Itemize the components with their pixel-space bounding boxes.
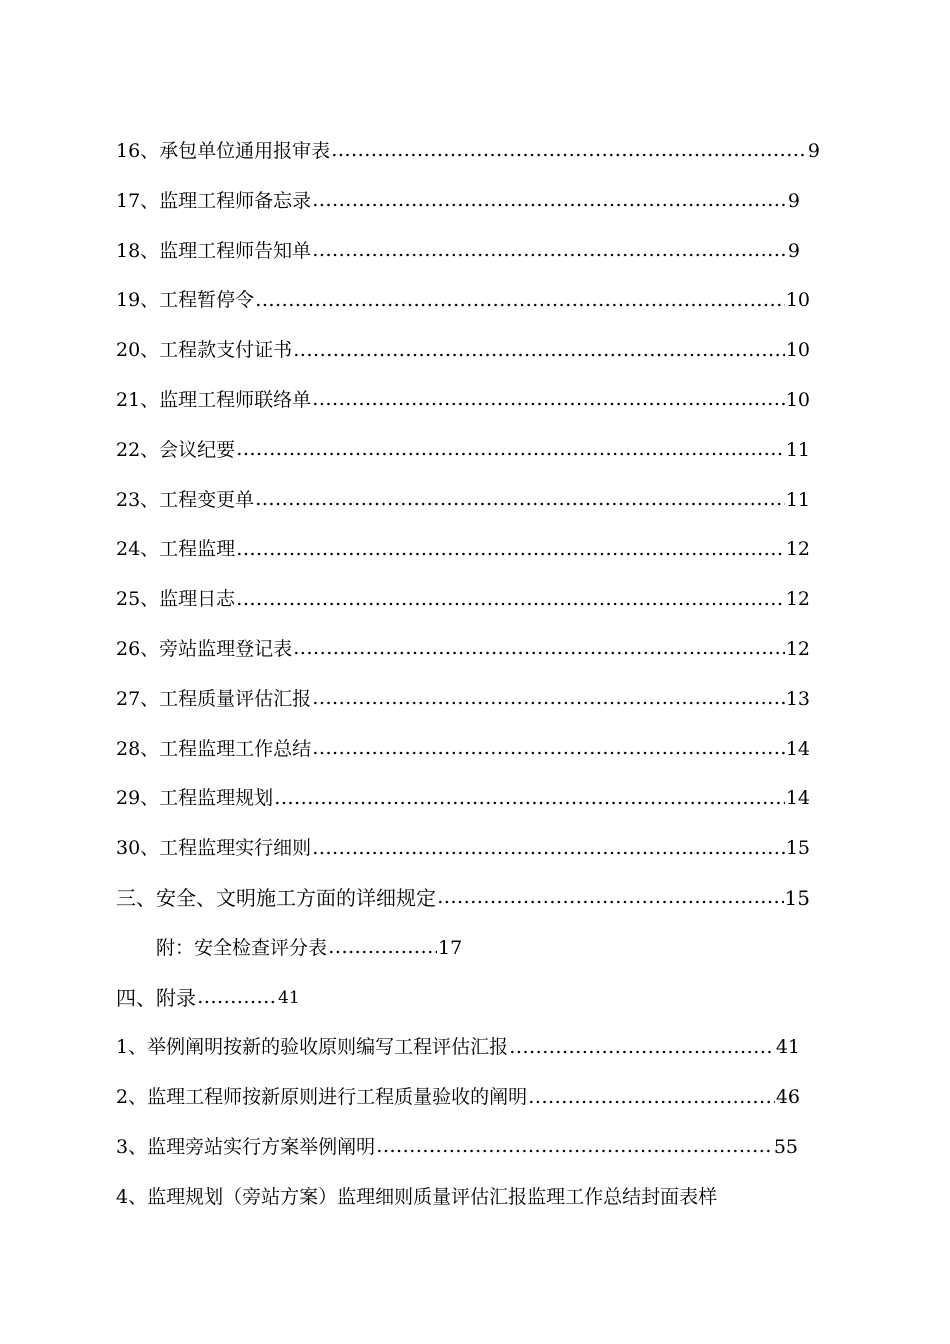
toc-entry-page: 41 bbox=[775, 1036, 800, 1059]
toc-entry[interactable] bbox=[116, 824, 810, 874]
toc-entry-page: 14 bbox=[785, 787, 810, 810]
table-of-contents bbox=[0, 127, 950, 1223]
dot-leader bbox=[509, 1023, 775, 1073]
toc-entry-title: 20、工程款支付证书 bbox=[116, 339, 293, 362]
dot-leader bbox=[236, 426, 785, 476]
dot-leader bbox=[528, 1073, 775, 1123]
dot-leader bbox=[236, 525, 785, 575]
toc-entry-page: 46 bbox=[775, 1086, 800, 1109]
toc-entry-page: 9 bbox=[787, 189, 800, 212]
dot-leader bbox=[236, 575, 785, 625]
toc-entry-title: 29、工程监理规划 bbox=[116, 787, 274, 810]
dot-leader bbox=[312, 376, 785, 426]
toc-entry-page: 11 bbox=[785, 438, 810, 461]
dot-leader bbox=[274, 774, 785, 824]
toc-entry[interactable] bbox=[116, 675, 810, 725]
toc-section-title: 三、安全、文明施工方面的详细规定 bbox=[116, 885, 436, 910]
toc-entry-title: 17、监理工程师备忘录 bbox=[116, 189, 312, 212]
toc-entry-page: 12 bbox=[785, 538, 810, 561]
toc-entry-title: 23、工程变更单 bbox=[116, 488, 255, 511]
toc-entry-page: 11 bbox=[785, 488, 810, 511]
dot-leader bbox=[312, 227, 787, 277]
toc-section-three-attachment[interactable] bbox=[156, 924, 492, 974]
toc-entry-page: 10 bbox=[785, 289, 810, 312]
toc-entry-title: 27、工程质量评估汇报 bbox=[116, 687, 312, 710]
toc-entry-page: 10 bbox=[785, 388, 810, 411]
toc-entry-page: 10 bbox=[785, 339, 810, 362]
dot-leader bbox=[376, 1123, 773, 1173]
toc-entry-page: 14 bbox=[785, 737, 810, 760]
toc-entry-title: 25、监理日志 bbox=[116, 588, 236, 611]
dot-leader bbox=[331, 127, 807, 177]
dot-leader bbox=[328, 924, 437, 974]
toc-entry[interactable] bbox=[116, 376, 810, 426]
toc-entry[interactable] bbox=[116, 127, 820, 177]
toc-section-four[interactable] bbox=[116, 974, 328, 1024]
toc-entry[interactable] bbox=[116, 276, 810, 326]
toc-entry-title: 4、监理规划（旁站方案）监理细则质量评估汇报监理工作总结封面表样 bbox=[116, 1185, 718, 1208]
toc-entry-title: 18、监理工程师告知单 bbox=[116, 239, 312, 262]
dot-leader bbox=[437, 874, 784, 924]
toc-section-title: 四、附录 bbox=[116, 985, 196, 1010]
toc-appendix-entry[interactable] bbox=[116, 1123, 798, 1173]
toc-entry-page: 12 bbox=[785, 637, 810, 660]
dot-leader bbox=[255, 476, 785, 526]
toc-entry-title: 28、工程监理工作总结 bbox=[116, 737, 312, 760]
toc-entry-title: 26、旁站监理登记表 bbox=[116, 637, 293, 660]
toc-entry-page: 55 bbox=[773, 1135, 798, 1158]
dot-leader bbox=[312, 824, 785, 874]
toc-entry-title: 2、监理工程师按新原则进行工程质量验收的阐明 bbox=[116, 1086, 528, 1109]
toc-entry[interactable] bbox=[116, 625, 810, 675]
toc-entry-title: 24、工程监理 bbox=[116, 538, 236, 561]
toc-entry[interactable] bbox=[116, 177, 800, 227]
toc-entry-page: 13 bbox=[785, 687, 810, 710]
toc-entry-page: 9 bbox=[807, 140, 820, 162]
toc-entry[interactable] bbox=[116, 725, 810, 775]
toc-entry-title: 3、监理旁站实行方案举例阐明 bbox=[116, 1135, 376, 1158]
dot-leader bbox=[293, 625, 785, 675]
toc-entry[interactable] bbox=[116, 476, 810, 526]
toc-entry-title: 21、监理工程师联络单 bbox=[116, 388, 312, 411]
toc-appendix-entry[interactable] bbox=[116, 1173, 836, 1223]
dot-leader bbox=[293, 326, 785, 376]
toc-entry-title: 19、工程暂停令 bbox=[116, 289, 255, 312]
toc-entry-page: 17 bbox=[438, 936, 463, 959]
toc-entry[interactable] bbox=[116, 227, 800, 277]
toc-section-page: 15 bbox=[784, 885, 810, 910]
toc-section-three[interactable] bbox=[116, 874, 810, 924]
dot-leader bbox=[312, 675, 785, 725]
toc-entry[interactable] bbox=[116, 774, 810, 824]
toc-entry-title: 1、举例阐明按新的验收原则编写工程评估汇报 bbox=[116, 1036, 509, 1059]
toc-section-page: 41 bbox=[278, 987, 300, 1008]
toc-entry-page: 15 bbox=[785, 837, 810, 860]
dot-leader bbox=[197, 974, 277, 1024]
toc-entry[interactable] bbox=[116, 525, 810, 575]
dot-leader bbox=[312, 177, 787, 227]
toc-appendix-entry[interactable] bbox=[116, 1073, 800, 1123]
dot-leader bbox=[255, 276, 785, 326]
toc-entry-page: 9 bbox=[787, 239, 800, 262]
toc-entry-title: 30、工程监理实行细则 bbox=[116, 837, 312, 860]
toc-entry-page: 12 bbox=[785, 588, 810, 611]
toc-entry[interactable] bbox=[116, 326, 810, 376]
toc-entry-title: 附：安全检查评分表 bbox=[156, 936, 328, 959]
toc-appendix-entry[interactable] bbox=[116, 1023, 800, 1073]
toc-entry[interactable] bbox=[116, 575, 810, 625]
toc-entry[interactable] bbox=[116, 426, 810, 476]
toc-entry-title: 22、会议纪要 bbox=[116, 438, 236, 461]
toc-entry-title: 16、承包单位通用报审表 bbox=[116, 140, 331, 162]
dot-leader bbox=[312, 725, 785, 775]
